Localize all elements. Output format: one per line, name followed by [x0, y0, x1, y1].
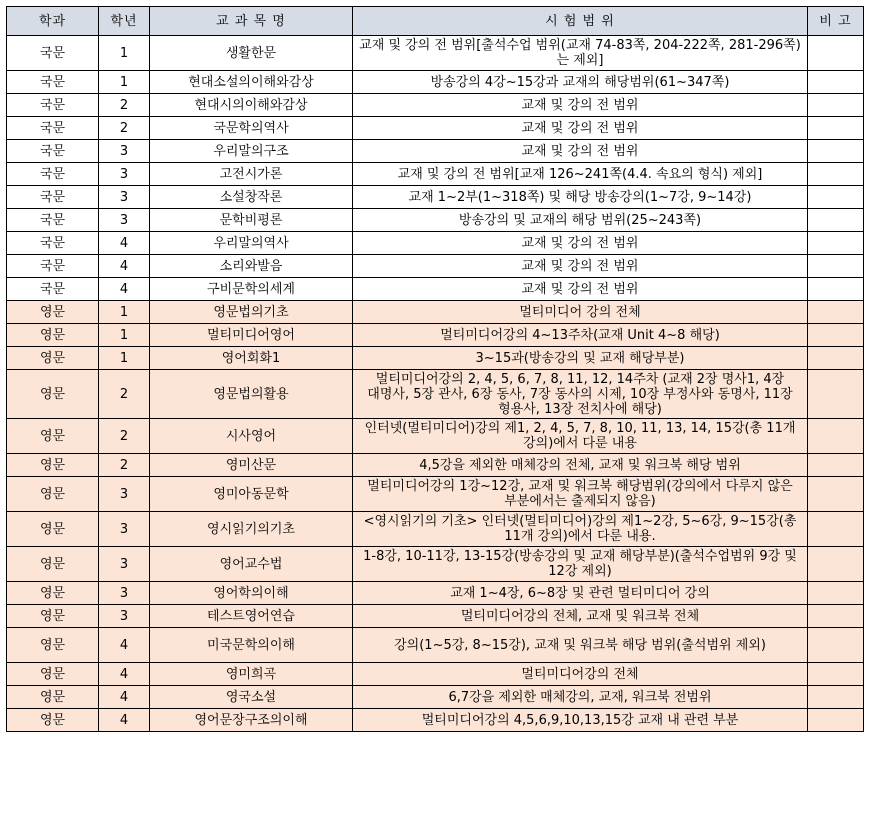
- cell-year: 1: [99, 347, 150, 370]
- cell-year: 2: [99, 419, 150, 454]
- cell-dept: 영문: [7, 663, 99, 686]
- cell-dept: 영문: [7, 301, 99, 324]
- cell-note: [808, 324, 864, 347]
- table-row: [7, 94, 864, 117]
- table-row: [7, 324, 864, 347]
- table-row: [7, 301, 864, 324]
- cell-note: [808, 370, 864, 419]
- cell-scope: 방송강의 4강~15강과 교재의 해당범위(61~347쪽): [353, 71, 808, 94]
- cell-note: [808, 163, 864, 186]
- table-row: [7, 232, 864, 255]
- table-row: [7, 209, 864, 232]
- table-row: [7, 370, 864, 419]
- table-row: [7, 163, 864, 186]
- table-row: [7, 605, 864, 628]
- table-row: [7, 255, 864, 278]
- cell-course: 현대시의이해와감상: [150, 94, 353, 117]
- cell-year: 3: [99, 582, 150, 605]
- cell-note: [808, 709, 864, 732]
- cell-course: 영어학의이해: [150, 582, 353, 605]
- cell-year: 4: [99, 709, 150, 732]
- cell-course: 생활한문: [150, 36, 353, 71]
- cell-note: [808, 36, 864, 71]
- cell-note: [808, 255, 864, 278]
- cell-scope: 교재 및 강의 전 범위: [353, 140, 808, 163]
- cell-dept: 영문: [7, 709, 99, 732]
- cell-scope: 멀티미디어강의 4~13주차(교재 Unit 4~8 해당): [353, 324, 808, 347]
- cell-year: 1: [99, 71, 150, 94]
- cell-note: [808, 117, 864, 140]
- cell-year: 2: [99, 370, 150, 419]
- cell-scope: 멀티미디어강의 2, 4, 5, 6, 7, 8, 11, 12, 14주차 (교재 2장 명사1, 4장 대명사, 5장 관사, 6장 동사, 7장 동사의 시제, 10장 부정사와 동명사, 11장 형용사, 13장 전치사에 해당): [353, 370, 808, 419]
- cell-course: 미국문학의이해: [150, 628, 353, 663]
- cell-scope: 1-8강, 10-11강, 13-15강(방송강의 및 교재 해당부분)(출석수업범위 9강 및 12강 제외): [353, 547, 808, 582]
- cell-course: 영문법의기초: [150, 301, 353, 324]
- cell-note: [808, 71, 864, 94]
- cell-note: [808, 140, 864, 163]
- cell-dept: 국문: [7, 232, 99, 255]
- cell-scope: 멀티미디어강의 1강~12강, 교재 및 워크북 해당범위(강의에서 다루지 않은 부분에서는 출제되지 않음): [353, 477, 808, 512]
- cell-dept: 국문: [7, 209, 99, 232]
- cell-scope: 멀티미디어강의 전체, 교재 및 워크북 전체: [353, 605, 808, 628]
- cell-course: 시사영어: [150, 419, 353, 454]
- header-note: 비 고: [808, 7, 864, 36]
- cell-dept: 국문: [7, 71, 99, 94]
- cell-note: [808, 347, 864, 370]
- cell-scope: 교재 및 강의 전 범위: [353, 117, 808, 140]
- table-row: [7, 278, 864, 301]
- table-row: [7, 547, 864, 582]
- cell-year: 4: [99, 686, 150, 709]
- cell-year: 1: [99, 36, 150, 71]
- cell-note: [808, 209, 864, 232]
- exam-scope-table: [6, 6, 864, 732]
- cell-scope: 교재 및 강의 전 범위: [353, 278, 808, 301]
- cell-course: 영미희곡: [150, 663, 353, 686]
- header-course: 교 과 목 명: [150, 7, 353, 36]
- cell-note: [808, 582, 864, 605]
- cell-year: 4: [99, 232, 150, 255]
- cell-course: 영문법의활용: [150, 370, 353, 419]
- cell-note: [808, 663, 864, 686]
- cell-dept: 국문: [7, 36, 99, 71]
- cell-dept: 영문: [7, 686, 99, 709]
- cell-dept: 영문: [7, 419, 99, 454]
- cell-year: 4: [99, 663, 150, 686]
- table-row: [7, 71, 864, 94]
- table-row: [7, 628, 864, 663]
- cell-year: 2: [99, 454, 150, 477]
- cell-year: 1: [99, 301, 150, 324]
- cell-dept: 국문: [7, 94, 99, 117]
- cell-dept: 영문: [7, 324, 99, 347]
- cell-dept: 영문: [7, 347, 99, 370]
- table-row: [7, 512, 864, 547]
- cell-scope: <영시읽기의 기초> 인터넷(멀티미디어)강의 제1~2강, 5~6강, 9~15강(총 11개 강의)에서 다룬 내용.: [353, 512, 808, 547]
- table-row: [7, 686, 864, 709]
- cell-dept: 영문: [7, 582, 99, 605]
- header-scope: 시 험 범 위: [353, 7, 808, 36]
- table-row: [7, 419, 864, 454]
- cell-dept: 영문: [7, 454, 99, 477]
- cell-year: 3: [99, 140, 150, 163]
- table-row: [7, 477, 864, 512]
- cell-dept: 국문: [7, 186, 99, 209]
- cell-scope: 인터넷(멀티미디어)강의 제1, 2, 4, 5, 7, 8, 10, 11, 13, 14, 15강(총 11개 강의)에서 다룬 내용: [353, 419, 808, 454]
- table-header-row: [7, 7, 864, 36]
- header-dept: 학과: [7, 7, 99, 36]
- cell-scope: 교재 1~4장, 6~8장 및 관련 멀티미디어 강의: [353, 582, 808, 605]
- cell-course: 영미산문: [150, 454, 353, 477]
- table-row: [7, 663, 864, 686]
- header-year: 학년: [99, 7, 150, 36]
- cell-scope: 6,7강을 제외한 매체강의, 교재, 워크북 전범위: [353, 686, 808, 709]
- cell-year: 3: [99, 209, 150, 232]
- cell-note: [808, 628, 864, 663]
- cell-note: [808, 419, 864, 454]
- cell-course: 소리와발음: [150, 255, 353, 278]
- cell-note: [808, 186, 864, 209]
- cell-year: 2: [99, 117, 150, 140]
- cell-scope: 멀티미디어 강의 전체: [353, 301, 808, 324]
- cell-scope: 멀티미디어강의 전체: [353, 663, 808, 686]
- table-row: [7, 454, 864, 477]
- cell-course: 영어문장구조의이해: [150, 709, 353, 732]
- cell-course: 테스트영어연습: [150, 605, 353, 628]
- cell-scope: 교재 및 강의 전 범위[출석수업 범위(교재 74-83쪽, 204-222쪽, 281-296쪽)는 제외]: [353, 36, 808, 71]
- cell-note: [808, 547, 864, 582]
- cell-note: [808, 686, 864, 709]
- cell-course: 국문학의역사: [150, 117, 353, 140]
- cell-note: [808, 454, 864, 477]
- cell-course: 구비문학의세계: [150, 278, 353, 301]
- cell-note: [808, 94, 864, 117]
- cell-scope: 교재 및 강의 전 범위: [353, 255, 808, 278]
- cell-scope: 교재 및 강의 전 범위: [353, 94, 808, 117]
- table-row: [7, 186, 864, 209]
- cell-year: 2: [99, 94, 150, 117]
- cell-dept: 국문: [7, 163, 99, 186]
- cell-dept: 영문: [7, 547, 99, 582]
- cell-note: [808, 605, 864, 628]
- cell-course: 멀티미디어영어: [150, 324, 353, 347]
- table-row: [7, 347, 864, 370]
- cell-dept: 국문: [7, 117, 99, 140]
- cell-course: 문학비평론: [150, 209, 353, 232]
- cell-dept: 영문: [7, 370, 99, 419]
- cell-scope: 강의(1~5강, 8~15강), 교재 및 워크북 해당 범위(출석범위 제외): [353, 628, 808, 663]
- cell-course: 소설창작론: [150, 186, 353, 209]
- cell-scope: 4,5강을 제외한 매체강의 전체, 교재 및 워크북 해당 범위: [353, 454, 808, 477]
- cell-year: 3: [99, 605, 150, 628]
- table-row: [7, 140, 864, 163]
- cell-note: [808, 232, 864, 255]
- cell-dept: 국문: [7, 278, 99, 301]
- cell-scope: 멀티미디어강의 4,5,6,9,10,13,15강 교재 내 관련 부분: [353, 709, 808, 732]
- cell-note: [808, 477, 864, 512]
- cell-course: 영시읽기의기초: [150, 512, 353, 547]
- cell-scope: 3~15과(방송강의 및 교재 해당부분): [353, 347, 808, 370]
- cell-scope: 방송강의 및 교재의 해당 범위(25~243쪽): [353, 209, 808, 232]
- cell-year: 1: [99, 324, 150, 347]
- table-row: [7, 117, 864, 140]
- cell-course: 영어회화1: [150, 347, 353, 370]
- cell-dept: 영문: [7, 477, 99, 512]
- cell-note: [808, 301, 864, 324]
- cell-scope: 교재 및 강의 전 범위: [353, 232, 808, 255]
- cell-course: 고전시가론: [150, 163, 353, 186]
- cell-course: 영어교수법: [150, 547, 353, 582]
- cell-course: 영국소설: [150, 686, 353, 709]
- cell-year: 3: [99, 477, 150, 512]
- table-row: [7, 709, 864, 732]
- cell-scope: 교재 1~2부(1~318쪽) 및 해당 방송강의(1~7강, 9~14강): [353, 186, 808, 209]
- cell-dept: 영문: [7, 605, 99, 628]
- cell-course: 현대소설의이해와감상: [150, 71, 353, 94]
- cell-course: 우리말의역사: [150, 232, 353, 255]
- cell-year: 4: [99, 255, 150, 278]
- cell-year: 4: [99, 628, 150, 663]
- cell-scope: 교재 및 강의 전 범위[교재 126~241쪽(4.4. 속요의 형식) 제외]: [353, 163, 808, 186]
- cell-year: 3: [99, 186, 150, 209]
- cell-dept: 영문: [7, 512, 99, 547]
- cell-note: [808, 512, 864, 547]
- cell-course: 영미아동문학: [150, 477, 353, 512]
- cell-dept: 국문: [7, 140, 99, 163]
- table-row: [7, 36, 864, 71]
- cell-year: 3: [99, 547, 150, 582]
- cell-dept: 국문: [7, 255, 99, 278]
- cell-course: 우리말의구조: [150, 140, 353, 163]
- table-row: [7, 582, 864, 605]
- cell-dept: 영문: [7, 628, 99, 663]
- cell-year: 3: [99, 163, 150, 186]
- cell-year: 3: [99, 512, 150, 547]
- cell-year: 4: [99, 278, 150, 301]
- cell-note: [808, 278, 864, 301]
